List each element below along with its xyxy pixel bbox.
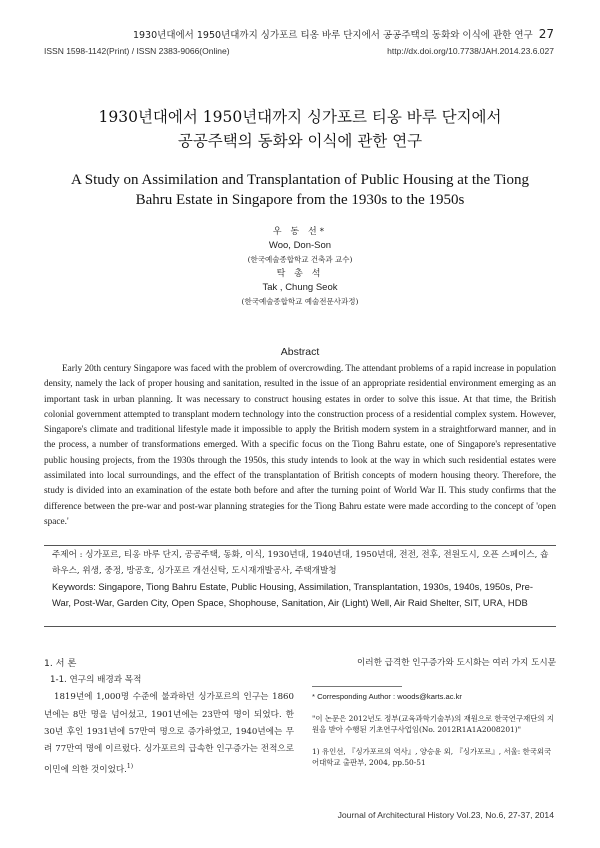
author-1-name-ko: 우 동 선* — [272, 227, 328, 237]
title-en-line-1: A Study on Assimilation and Transplantation of Public Housing at the Tiong — [71, 172, 529, 188]
author-2-name-en: Tak , Chung Seok — [262, 282, 338, 293]
author-2-affiliation: (한국예술종합학교 예술전문사과정) — [241, 297, 359, 306]
footnote-ref-1[interactable]: 1) — [126, 763, 134, 771]
section-heading: 1. 서 론 — [44, 658, 77, 669]
page-number: 27 — [538, 27, 554, 41]
running-header-title: 1930년대에서 1950년대까지 싱가포르 티옹 바루 단지에서 공공주택의 동화와 이식에 관한 연구 — [132, 30, 533, 41]
author-2-name-ko: 탁 총 석 — [276, 269, 324, 279]
intro-paragraph-text: 1819년에 1,000명 수준에 불과하던 싱가포르의 인구는 1860년에는 8만 명을 넘어섰고, 1901년에는 23만여 명이 되었다. 한 30년 후인 1931년에 57만여 명으로 증가하였고, 1940년에는 무려 77만여 명에 이르렀다. 싱가포르의 급속한 인구증가는 전적으로 이민에 의한 것이었다. — [44, 692, 294, 776]
title-english — [40, 170, 560, 210]
right-column — [312, 655, 556, 769]
keywords-block — [52, 548, 550, 610]
abstract-body: Early 20th century Singapore was faced with the problem of overcrowding. The attendant problems of a rapid increase in population density, namely the lack of proper housing and sanitation, resulted in the issue of an appropriate residential environment emerging as an important task in urban planning. It was necessary to construct housing estates in order to solve this issue. At that time, the British colonial government attempted to transplant modern technology into the construction process of a residential complex system. However, Singapore's climate and traditional lifestyle made it impossible to apply the British modern system in a straightforward manner, and in the process, a number of transformations emerged. With a specific focus on the Tiong Bahru estate, one of Singapore's representative public housing projects, from the 1930s through the 1950s, this study intends to look at the way in which such residential estates were assimilated into local surroundings, and the effect of the transplantation of British concepts of modern housing theory. Therefore, the study is divided into an examination of the estate both before and after the turning point of World War II. This study confirms that the difference between the pre-war and post-war planning strategies for the Tiong Bahru estate were made according to the concept of 'open space.' — [44, 364, 556, 527]
footnote-rule — [312, 686, 402, 687]
corresponding-author-note: * Corresponding Author : woods@karts.ac.kr — [312, 692, 462, 701]
title-korean — [40, 105, 560, 153]
issn-text: ISSN 1598-1142(Print) / ISSN 2383-9066(Online) — [44, 46, 230, 56]
running-header — [0, 27, 554, 41]
journal-footer: Journal of Architectural History Vol.23, No.6, 27-37, 2014 — [337, 810, 554, 820]
footnote-1: 1) 유인선, 『싱가포르의 역사』, 양승윤 외, 『싱가포르』, 서울: 한국외국어대학교 출판부, 2004, pp.50-51 — [312, 746, 552, 767]
doi-link[interactable]: http://dx.doi.org/10.7738/JAH.2014.23.6.027 — [387, 46, 554, 56]
keywords-korean: 주제어 : 싱가포르, 티옹 바루 단지, 공공주택, 동화, 이식, 1930년대, 1940년대, 1950년대, 전전, 전후, 전원도시, 오픈 스페이스, 숍하우스, 위생, 중정, 방공호, 싱가포르 개선신탁, 도시재개발공사, 주택개발청 — [52, 550, 549, 576]
author-1-name-en: Woo, Don-Son — [268, 240, 332, 251]
keywords-rule-top — [44, 545, 556, 546]
title-ko-line-1: 1930년대에서 1950년대까지 싱가포르 티옹 바루 단지에서 — [98, 108, 502, 126]
author-1-affiliation: (한국예술종합학교 건축과 교수) — [247, 255, 353, 264]
title-ko-line-2: 공공주택의 동화와 이식에 관한 연구 — [177, 132, 423, 150]
funding-note: "이 논문은 2012년도 정부(교육과학기술부)의 재원으로 한국연구재단의 지원을 받아 수행된 기초연구사업임(No. 2012R1A1A2008201)" — [312, 713, 554, 734]
continued-paragraph: 이러한 급격한 인구증가와 도시화는 여러 가지 도시문 — [356, 658, 556, 668]
title-en-line-2: Bahru Estate in Singapore from the 1930s to the 1950s — [135, 192, 465, 208]
keywords-english: Keywords: Singapore, Tiong Bahru Estate, Public Housing, Assimilation, Transplantation, 1930s, 1940s, 1950s, Pre-War, Post-War, Garden City, Open Space, Shophouse, Sanitation, Air (Light) Well, Air Raid Shelter, SIT, URA, HDB — [52, 581, 534, 608]
issn-row — [44, 46, 554, 58]
subsection-heading: 1-1. 연구의 배경과 목적 — [50, 675, 142, 686]
abstract-heading: Abstract — [280, 346, 320, 358]
keywords-rule-bottom — [44, 626, 556, 627]
left-column — [44, 655, 294, 779]
intro-paragraph — [44, 689, 294, 779]
author-block — [40, 225, 560, 309]
